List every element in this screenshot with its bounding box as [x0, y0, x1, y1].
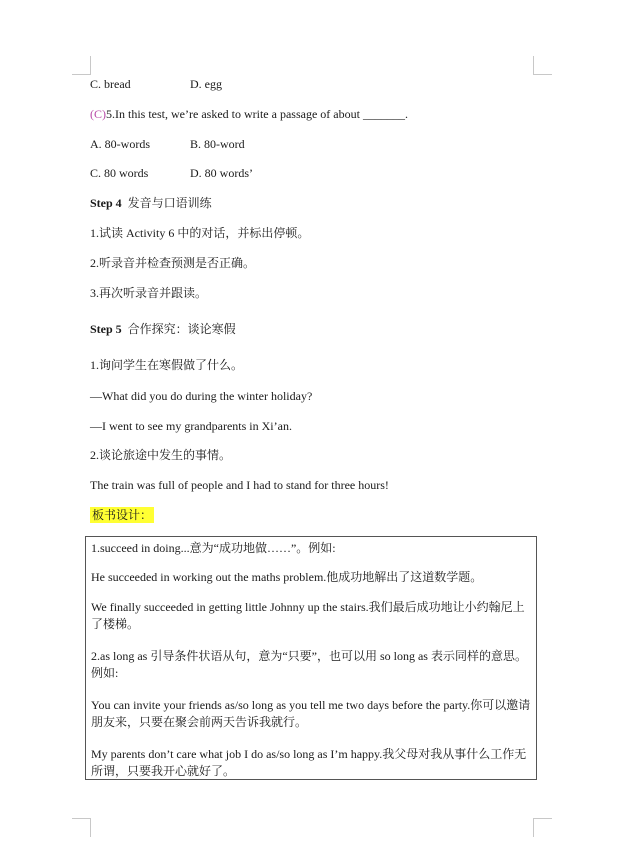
step4-label: Step 4	[90, 196, 122, 210]
step4-item-3: 3.再次听录音并跟读。	[90, 286, 208, 300]
q5-question-line	[90, 106, 408, 122]
step5-heading	[90, 321, 236, 337]
step4-item-2: 2.听录音并检查预测是否正确。	[90, 256, 256, 270]
crop-mark-bottom-left	[72, 818, 91, 837]
step5-item-2: 2.谈论旅途中发生的事情。	[90, 448, 232, 462]
q4-option-d: D. egg	[190, 77, 222, 91]
q5-options-ab	[90, 136, 245, 152]
step5-dialogue-answer: —I went to see my grandparents in Xi’an.	[90, 419, 292, 433]
step4-title: 发音与口语训练	[127, 196, 212, 210]
step5-label: Step 5	[90, 322, 122, 336]
step5-title: 合作探究：谈论寒假	[127, 322, 236, 336]
board-design-label-row	[90, 507, 154, 523]
step5-item-1: 1.询问学生在寒假做了什么。	[90, 358, 244, 372]
crop-mark-top-right	[533, 56, 552, 75]
q5-option-b: B. 80-word	[190, 137, 245, 151]
board-point-1: 1.succeed in doing...意为“成功地做……”。例如:	[91, 541, 336, 555]
step5-dialogue-question: —What did you do during the winter holiday?	[90, 389, 313, 403]
crop-mark-top-left	[72, 56, 91, 75]
q5-answer-open: (	[90, 107, 94, 121]
crop-mark-bottom-right	[533, 818, 552, 837]
q5-option-d: D. 80 words’	[190, 166, 253, 180]
board-design-label: 板书设计：	[92, 508, 153, 522]
board-example-3: You can invite your friends as/so long as you tell me two days before the party.你可以邀请朋友来，只要在聚会前两天告诉我就行。	[91, 698, 531, 729]
q5-options-cd	[90, 165, 253, 181]
q5-answer-letter: C	[94, 107, 103, 121]
q5-answer-close: )	[102, 107, 107, 121]
q4-option-c: C. bread	[90, 77, 131, 91]
step4-item-1: 1.试读 Activity 6 中的对话，并标出停顿。	[90, 226, 310, 240]
step5-example: The train was full of people and I had to stand for three hours!	[90, 478, 389, 492]
q4-options-cd	[90, 76, 222, 92]
q5-question-text: 5.In this test, we’re asked to write a passage of about _______.	[106, 107, 408, 121]
board-example-4: My parents don’t care what job I do as/so long as I’m happy.我父母对我从事什么工作无所谓，只要我开心就好了。	[91, 747, 527, 778]
board-point-2: 2.as long as 引导条件状语从句，意为“只要”，也可以用 so long as 表示同样的意思。例如:	[91, 649, 527, 680]
board-example-1: He succeeded in working out the maths problem.他成功地解出了这道数学题。	[91, 570, 483, 584]
q5-option-c: C. 80 words	[90, 166, 149, 180]
step4-heading	[90, 195, 212, 211]
q5-option-a: A. 80-words	[90, 137, 150, 151]
board-example-2: We finally succeeded in getting little Johnny up the stairs.我们最后成功地让小约翰尼上了楼梯。	[91, 600, 525, 631]
board-design-box	[85, 536, 537, 780]
